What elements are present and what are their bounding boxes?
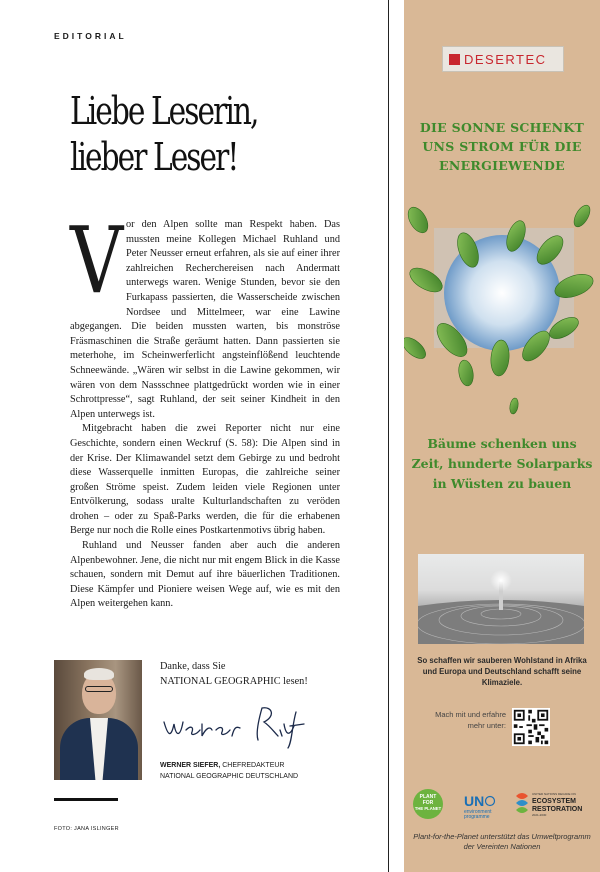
logo-square-icon bbox=[449, 54, 460, 65]
author-role: CHEFREDAKTEUR bbox=[222, 762, 285, 769]
ad-caption: So schaffen wir sauberen Wohlstand in Afrika und Europa und Deutschland schafft seine Klimaziele. bbox=[417, 656, 587, 687]
logo-text: DESERTEC bbox=[464, 51, 547, 67]
solar-plant-photo bbox=[418, 554, 584, 644]
author-publication: NATIONAL GEOGRAPHIC DEUTSCHLAND bbox=[160, 773, 299, 780]
page-divider bbox=[388, 0, 389, 872]
drop-cap: V bbox=[70, 207, 124, 314]
thanks-line-2: NATIONAL GEOGRAPHIC lesen! bbox=[160, 675, 308, 687]
svg-text:FOR: FOR bbox=[422, 800, 434, 806]
signature bbox=[162, 702, 312, 752]
svg-text:UNITED NATIONS DECADE ON: UNITED NATIONS DECADE ON bbox=[532, 792, 576, 796]
plant-for-the-planet-logo bbox=[413, 789, 443, 819]
svg-text:environment: environment bbox=[464, 809, 492, 815]
svg-text:UN: UN bbox=[464, 793, 485, 809]
headline-line-2: lieber Leser! bbox=[70, 135, 238, 179]
section-label: EDITORIAL bbox=[54, 31, 127, 41]
qr-label: Mach mit und erfahre mehr unter: bbox=[435, 710, 506, 730]
ad-headline: DIE SONNE SCHENKT UNS STROM FÜR DIE ENERGIEWENDE bbox=[419, 120, 585, 173]
headline-line-1: Liebe Leserin, bbox=[70, 89, 258, 133]
svg-text:THE PLANET: THE PLANET bbox=[414, 806, 442, 811]
paragraph-1 bbox=[70, 207, 340, 422]
thanks-line-1: Danke, dass Sie bbox=[160, 661, 226, 672]
svg-text:RESTORATION: RESTORATION bbox=[532, 806, 583, 813]
editorial-body bbox=[70, 207, 340, 612]
partner-logos bbox=[412, 786, 596, 822]
headline bbox=[70, 88, 312, 180]
author-credit bbox=[160, 760, 298, 782]
ecosystem-restoration-logo bbox=[516, 792, 582, 817]
paragraph-2: Mitgebracht haben die zwei Reporter nicht nur eine Geschichte, sondern einen Weckruf (S. 58): Die Alpen sind in der Krise. Der Klimawandel setzt dem Gebirge zu und bedroht diese Wasserquelle inmitten Europas, die zahlreiche seiner großen Ströme speist. Zudem leiden viele Regionen unter Entvölkerung, sodass uralte Kulturlandschaften zu veröden drohen – oder zu Spaß-Parks werden, die für die erhabenen Berge nur noch die Rolle eines Postkartenmotivs übrig haben. bbox=[70, 423, 340, 537]
author-portrait bbox=[54, 660, 142, 780]
un-environment-logo bbox=[464, 793, 495, 820]
ad-subhead: Bäume schenken uns Zeit, hunderte Solarparks in Wüsten zu bauen bbox=[411, 436, 593, 491]
svg-text:PLANT: PLANT bbox=[419, 794, 437, 800]
desertec-ad bbox=[404, 0, 600, 872]
photo-credit: FOTO: JANA ISLINGER bbox=[54, 826, 119, 832]
qr-code-icon[interactable] bbox=[512, 708, 550, 746]
author-name: WERNER SIEFER, bbox=[160, 762, 221, 769]
paragraph-1-text: or den Alpen sollte man Respekt haben. Das mussten meine Kollegen Michael Ruhland und Peter Neusser erneut erfahren, als sie auf einer ihrer zahlreichen Recherchereisen nach Andermatt unterwegs waren. Wenige Stunden, bevor sie den Furkapass passierten, die Wasserscheide zwischen Nordsee und Mittelmeer, war eine Lawine abgegangen. Die beiden mussten warten, bis monströse Fräsmaschinen die Straße geräumt hatten. Dann passierten sie meterhohe, im Scheinwerferlicht angsteinflößend leuchtende Schneewände. „Wären wir selbst in die Lawine gekommen, wir wären von dem Nassschnee plattgedrückt worden wie in einer Schrottpresse“, sagt Ruhland, der seit seiner Kindheit in den Alpen unterwegs ist. bbox=[70, 219, 340, 420]
thanks-note bbox=[160, 660, 308, 689]
leaf-sun-collage bbox=[404, 198, 600, 428]
ad-footer: Plant-for-the-Planet unterstützt das Umweltprogramm der Vereinten Nationen bbox=[413, 832, 591, 851]
desertec-logo bbox=[442, 46, 564, 72]
svg-text:ECOSYSTEM: ECOSYSTEM bbox=[532, 798, 576, 805]
svg-text:programme: programme bbox=[464, 814, 490, 820]
bottom-rule bbox=[54, 798, 118, 801]
paragraph-3: Ruhland und Neusser fanden aber auch die anderen Alpenbewohner. Jene, die nicht nur mit engem Blick in die Kasse schauen, sondern mit Demut auf ihre bäuerlichen Traditionen. Diese Kämpfer und Pioniere weisen Wege auf, wie es mit den Alpen weitergehen kann. bbox=[70, 540, 340, 610]
svg-text:2021-2030: 2021-2030 bbox=[532, 813, 547, 817]
